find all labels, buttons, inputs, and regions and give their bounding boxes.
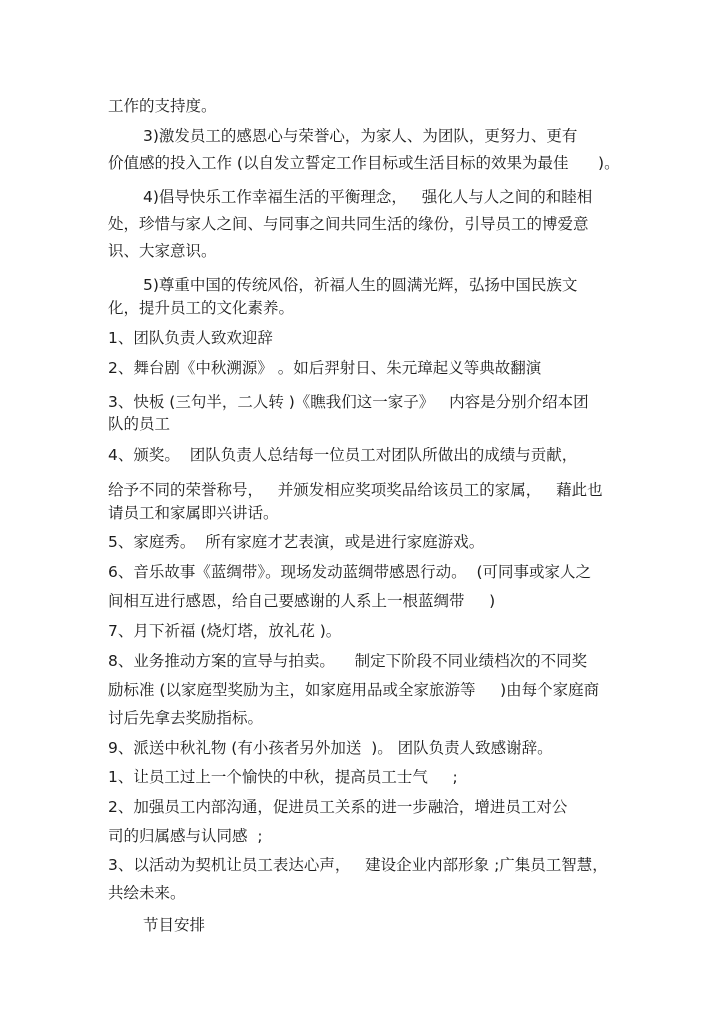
text-line: 2、加强员工内部沟通，促进员工关系的进一步融洽，增进员工对公 bbox=[108, 798, 568, 816]
text-line: 9、派送中秋礼物 (有小孩者另外加送 )。 团队负责人致感谢辞。 bbox=[108, 739, 553, 757]
text-line: 共绘未来。 bbox=[108, 884, 186, 902]
text-line: 请员工和家属即兴讲话。 bbox=[108, 504, 279, 522]
text-line: 给予不同的荣誉称号， 并颁发相应奖项奖品给该员工的家属， 藉此也 bbox=[108, 481, 603, 499]
text-line: 2、舞台剧《中秋溯源》 。如后羿射日、朱元璋起义等典故翻演 bbox=[108, 359, 542, 377]
text-line: 识、大家意识。 bbox=[108, 242, 217, 260]
text-line: 处，珍惜与家人之间、与同事之间共同生活的缘份，引导员工的博爱意 bbox=[108, 215, 589, 233]
text-line: 5、家庭秀。 所有家庭才艺表演，或是进行家庭游戏。 bbox=[108, 533, 485, 551]
text-line: 间相互进行感恩，给自己要感谢的人系上一根蓝绸带 ) bbox=[108, 592, 496, 610]
text-line: 1、团队负责人致欢迎辞 bbox=[108, 329, 273, 347]
text-line: 1、让员工过上一个愉快的中秋，提高员工士气 ; bbox=[108, 768, 458, 786]
text-line: 3、以活动为契机让员工表达心声， 建设企业内部形象 ;广集员工智慧， bbox=[108, 856, 608, 874]
text-line: 队的员工 bbox=[108, 415, 171, 433]
text-line: 5)尊重中国的传统风俗，祈福人生的圆满光辉，弘扬中国民族文 bbox=[143, 276, 578, 294]
text-line: 7、月下祈福 (烧灯塔，放礼花 )。 bbox=[108, 622, 342, 640]
text-line: 工作的支持度。 bbox=[108, 97, 217, 115]
text-line: 化，提升员工的文化素养。 bbox=[108, 299, 295, 317]
text-line: 4)倡导快乐工作幸福生活的平衡理念， 强化人与人之间的和睦相 bbox=[143, 188, 593, 206]
text-line: 司的归属感与认同感 ; bbox=[108, 827, 263, 845]
text-line: 3)激发员工的感恩心与荣誉心，为家人、为团队，更努力、更有 bbox=[143, 127, 578, 145]
text-line: 4、颁奖。 团队负责人总结每一位员工对团队所做出的成绩与贡献， bbox=[108, 446, 578, 464]
text-line: 6、音乐故事《蓝绸带》。现场发动蓝绸带感恩行动。 (可同事或家人之 bbox=[108, 563, 592, 581]
text-line: 价值感的投入工作 (以自发立誓定工作目标或生活目标的效果为最佳 )。 bbox=[108, 154, 620, 172]
text-line: 8、业务推动方案的宣导与拍卖。 制定下阶段不同业绩档次的不同奖 bbox=[108, 652, 588, 670]
section-heading: 节目安排 bbox=[143, 916, 206, 934]
text-line: 讨后先拿去奖励指标。 bbox=[108, 709, 264, 727]
text-line: 3、快板 (三句半，二人转 )《瞧我们这一家子》 内容是分别介绍本团 bbox=[108, 393, 589, 411]
text-line: 励标准 (以家庭型奖励为主，如家庭用品或全家旅游等 )由每个家庭商 bbox=[108, 681, 600, 699]
